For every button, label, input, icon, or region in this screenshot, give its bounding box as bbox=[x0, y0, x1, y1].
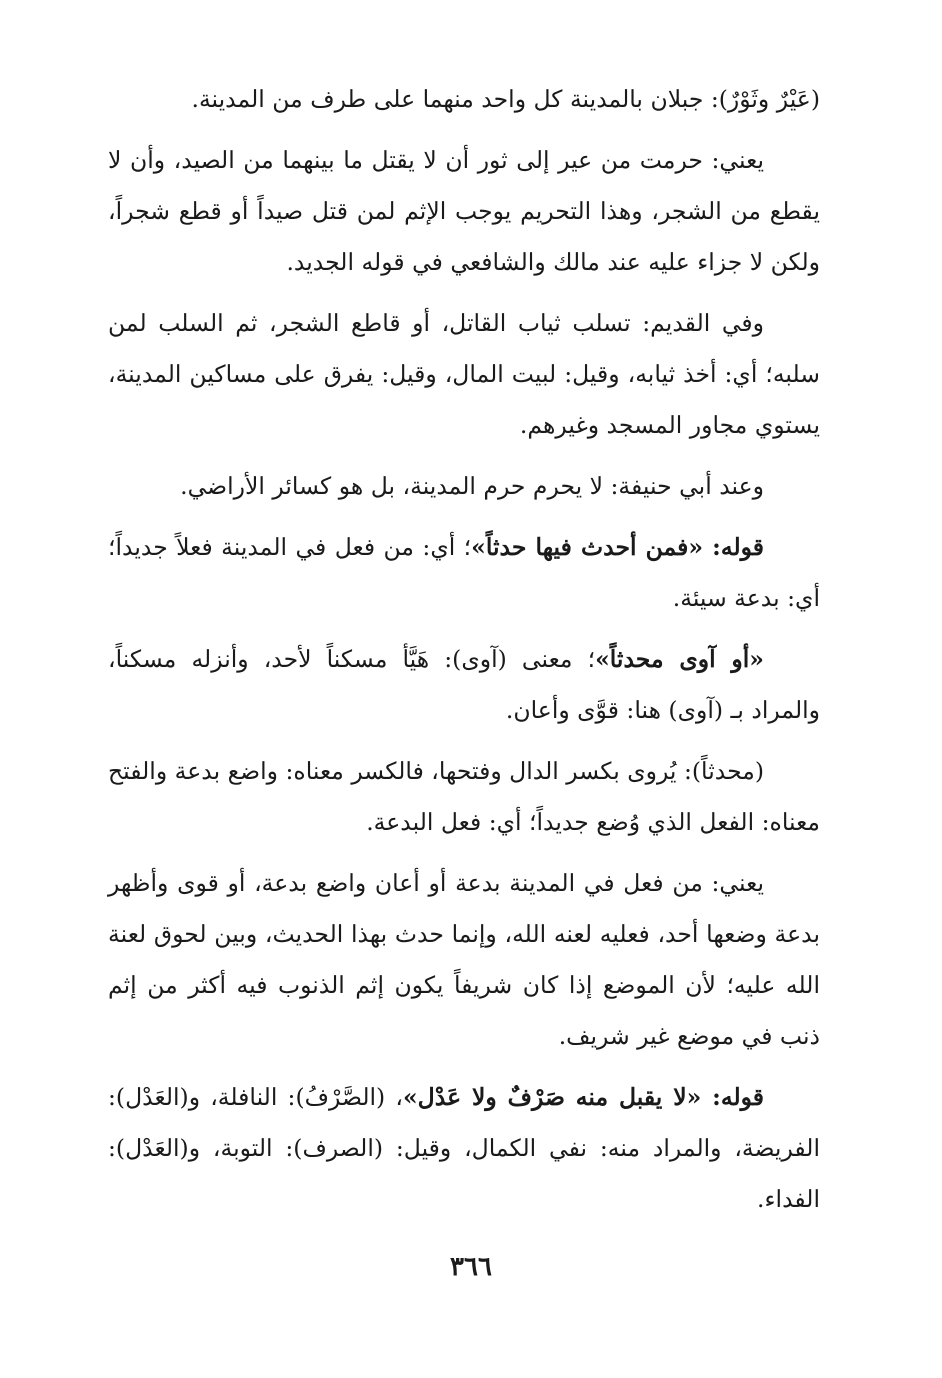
paragraph-9 bbox=[108, 1072, 820, 1225]
paragraph-9-text: ، (الصَّرْفُ): النافلة، و(العَدْل): الفريضة، والمراد منه: نفي الكمال، وقيل: (الصرف): التوبة، و(العَدْل): الفداء. bbox=[108, 1083, 820, 1213]
paragraph-6-text: ؛ معنى (آوى): هَيَّأ مسكناً لأحد، وأنزله مسكناً، والمراد بـ (آوى) هنا: قوَّى وأعان. bbox=[108, 645, 820, 724]
paragraph-7-text: (محدثاً): يُروى بكسر الدال وفتحها، فالكسر معناه: واضع بدعة والفتح معناه: الفعل الذي وُضع جديداً؛ أي: فعل البدعة. bbox=[108, 757, 820, 836]
paragraph-6 bbox=[108, 634, 820, 736]
paragraph-7 bbox=[108, 746, 820, 848]
paragraph-9-quote: «لا يقبل منه صَرْفٌ ولا عَدْل» bbox=[402, 1083, 702, 1111]
paragraph-2 bbox=[108, 135, 820, 288]
paragraph-6-quote: «أو آوى محدثاً» bbox=[595, 645, 764, 673]
paragraph-4 bbox=[108, 461, 820, 512]
page-number: ٣٦٦ bbox=[450, 1252, 492, 1282]
paragraph-5-lead: قوله: bbox=[703, 533, 764, 561]
paragraph-5-quote: «فمن أحدث فيها حدثاً» bbox=[471, 533, 704, 561]
paragraph-1 bbox=[108, 74, 820, 125]
paragraph-8-text: يعني: من فعل في المدينة بدعة أو أعان واضع بدعة، أو قوى وأظهر بدعة وضعها أحد، فعليه لعنه الله، وإنما حدث بهذا الحديث، وبين لحوق لعنة الله عليه؛ لأن الموضع إذا كان شريفاً يكون إثم الذنوب فيه أكثر من إثم ذنب في موضع غير شريف. bbox=[108, 869, 820, 1050]
paragraph-8 bbox=[108, 858, 820, 1062]
paragraph-5 bbox=[108, 522, 820, 624]
paragraph-5-text: ؛ أي: من فعل في المدينة فعلاً جديداً؛ أي: بدعة سيئة. bbox=[108, 533, 820, 612]
body-text bbox=[108, 74, 820, 1235]
paragraph-4-text: وعند أبي حنيفة: لا يحرم حرم المدينة، بل هو كسائر الأراضي. bbox=[180, 472, 764, 500]
paragraph-3-text: وفي القديم: تسلب ثياب القاتل، أو قاطع الشجر، ثم السلب لمن سلبه؛ أي: أخذ ثيابه، وقيل: لبيت المال، وقيل: يفرق على مساكين المدينة، يستوي مجاور المسجد وغيرهم. bbox=[108, 309, 820, 439]
paragraph-1-text: (عَيْرٌ وثَوْرٌ): جبلان بالمدينة كل واحد منهما على طرف من المدينة. bbox=[191, 85, 820, 113]
paragraph-3 bbox=[108, 298, 820, 451]
paragraph-9-lead: قوله: bbox=[701, 1083, 764, 1111]
paragraph-2-text: يعني: حرمت من عير إلى ثور أن لا يقتل ما بينهما من الصيد، وأن لا يقطع من الشجر، وهذا التحريم يوجب الإثم لمن قتل صيداً أو قطع شجراً، ولكن لا جزاء عليه عند مالك والشافعي في قوله الجديد. bbox=[108, 146, 820, 276]
